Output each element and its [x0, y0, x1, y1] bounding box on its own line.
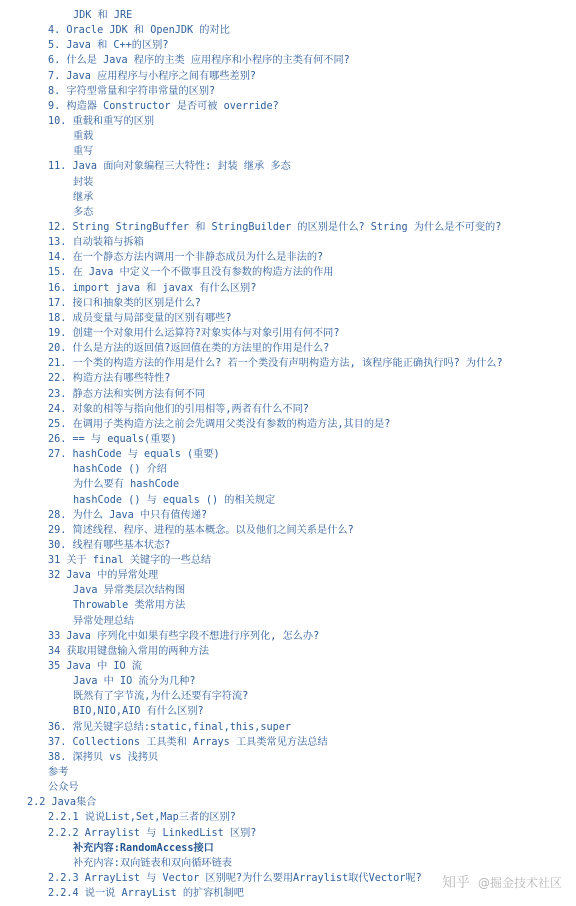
toc-item[interactable]: 37. Collections 工具类和 Arrays 工具类常见方法总结: [48, 736, 328, 748]
toc-item[interactable]: 35 Java 中 IO 流: [48, 661, 142, 673]
toc-item[interactable]: 25. 在调用子类构造方法之前会先调用父类没有参数的构造方法,其目的是?: [48, 418, 391, 430]
toc-item[interactable]: 补充内容:双向链表和双向循环链表: [73, 857, 232, 869]
toc-item[interactable]: 18. 成员变量与局部变量的区别有哪些?: [48, 312, 232, 324]
toc-item[interactable]: 2.2.3 ArrayList 与 Vector 区别呢?为什么要用Arraylist取代Vector呢?: [48, 873, 422, 885]
toc-item[interactable]: 重写: [73, 146, 94, 158]
toc-item[interactable]: JDK 和 JRE: [73, 10, 133, 21]
toc-item[interactable]: 封装: [73, 176, 94, 188]
watermark-text: @掘金技术社区: [477, 876, 562, 890]
toc-item[interactable]: 为什么要有 hashCode: [73, 479, 180, 491]
toc-item[interactable]: 27. hashCode 与 equals (重要): [48, 449, 220, 461]
toc-item[interactable]: 38. 深拷贝 vs 浅拷贝: [48, 751, 159, 763]
toc-item[interactable]: 6. 什么是 Java 程序的主类 应用程序和小程序的主类有何不同?: [48, 55, 350, 67]
toc-item[interactable]: Java 中 IO 流分为几种?: [73, 676, 196, 688]
toc-item[interactable]: 16. import java 和 javax 有什么区别?: [48, 282, 257, 294]
toc-item[interactable]: Java 异常类层次结构图: [73, 585, 186, 597]
toc-item[interactable]: 异常处理总结: [73, 615, 135, 627]
toc-item[interactable]: 7. Java 应用程序与小程序之间有哪些差别?: [48, 70, 257, 82]
toc-item[interactable]: 既然有了字节流,为什么还要有字符流?: [73, 691, 249, 703]
toc-item[interactable]: 22. 构造方法有哪些特性?: [48, 373, 171, 385]
toc-item[interactable]: 参考: [48, 767, 69, 779]
toc-item[interactable]: 24. 对象的相等与指向他们的引用相等,两者有什么不同?: [48, 403, 309, 415]
zhihu-logo: 知乎: [441, 875, 470, 891]
toc-item[interactable]: 20. 什么是方法的返回值?返回值在类的方法里的作用是什么?: [48, 343, 330, 355]
toc-item[interactable]: 8. 字符型常量和字符串常量的区别?: [48, 85, 216, 97]
toc-item[interactable]: 17. 接口和抽象类的区别是什么?: [48, 297, 201, 309]
toc-item[interactable]: 36. 常见关键字总结:static,final,this,super: [48, 721, 292, 733]
toc-item[interactable]: 9. 构造器 Constructor 是否可被 override?: [48, 100, 279, 112]
toc-item[interactable]: 补充内容:RandomAccess接口: [73, 842, 214, 854]
toc-item[interactable]: 4. Oracle JDK 和 OpenJDK 的对比: [48, 25, 230, 37]
toc-item[interactable]: 公众号: [48, 782, 79, 794]
toc-item[interactable]: 29. 简述线程、程序、进程的基本概念。以及他们之间关系是什么?: [48, 524, 354, 536]
table-of-contents: [0, 8, 576, 901]
toc-item[interactable]: 继承: [73, 191, 94, 203]
toc-item[interactable]: 12. String StringBuffer 和 StringBuilder 的区别是什么? String 为什么是不可变的?: [48, 221, 502, 233]
toc-item[interactable]: 多态: [73, 206, 94, 218]
toc-item[interactable]: 2.2.4 说一说 ArrayList 的扩容机制吧: [48, 888, 244, 900]
toc-item[interactable]: 21. 一个类的构造方法的作用是什么? 若一个类没有声明构造方法, 该程序能正确执行吗? 为什么?: [48, 358, 503, 370]
toc-item[interactable]: 11. Java 面向对象编程三大特性: 封装 继承 多态: [48, 161, 291, 173]
toc-item[interactable]: hashCode () 与 equals () 的相关规定: [73, 494, 276, 506]
toc-item[interactable]: 33 Java 序列化中如果有些字段不想进行序列化, 怎么办?: [48, 630, 320, 642]
toc-item[interactable]: 32 Java 中的异常处理: [48, 570, 159, 582]
toc-item[interactable]: 13. 自动装箱与拆箱: [48, 237, 144, 249]
toc-item[interactable]: 5. Java 和 C++的区别?: [48, 40, 169, 52]
toc-item[interactable]: 19. 创建一个对象用什么运算符?对象实体与对象引用有何不同?: [48, 327, 340, 339]
toc-item[interactable]: 26. == 与 equals(重要): [48, 433, 177, 445]
toc-item[interactable]: 15. 在 Java 中定义一个不做事且没有参数的构造方法的作用: [48, 267, 334, 279]
toc-item[interactable]: 2.2 Java集合: [27, 797, 97, 809]
toc-item[interactable]: 14. 在一个静态方法内调用一个非静态成员为什么是非法的?: [48, 252, 324, 264]
toc-item[interactable]: 10. 重载和重写的区别: [48, 115, 155, 127]
toc-item[interactable]: Throwable 类常用方法: [73, 600, 186, 612]
toc-item[interactable]: 34 获取用键盘输入常用的两种方法: [48, 645, 210, 657]
toc-item[interactable]: 重载: [73, 131, 94, 143]
toc-item[interactable]: 30. 线程有哪些基本状态?: [48, 539, 171, 551]
toc-item[interactable]: 2.2.1 说说List,Set,Map三者的区别?: [48, 812, 236, 824]
toc-item[interactable]: 2.2.2 Arraylist 与 LinkedList 区别?: [48, 827, 257, 839]
toc-item[interactable]: 31 关于 final 关键字的一些总结: [48, 555, 212, 567]
toc-item[interactable]: BIO,NIO,AIO 有什么区别?: [73, 706, 204, 718]
toc-item[interactable]: hashCode () 介绍: [73, 464, 167, 476]
toc-item[interactable]: 28. 为什么 Java 中只有值传递?: [48, 509, 208, 521]
toc-item[interactable]: 23. 静态方法和实例方法有何不同: [48, 388, 205, 400]
